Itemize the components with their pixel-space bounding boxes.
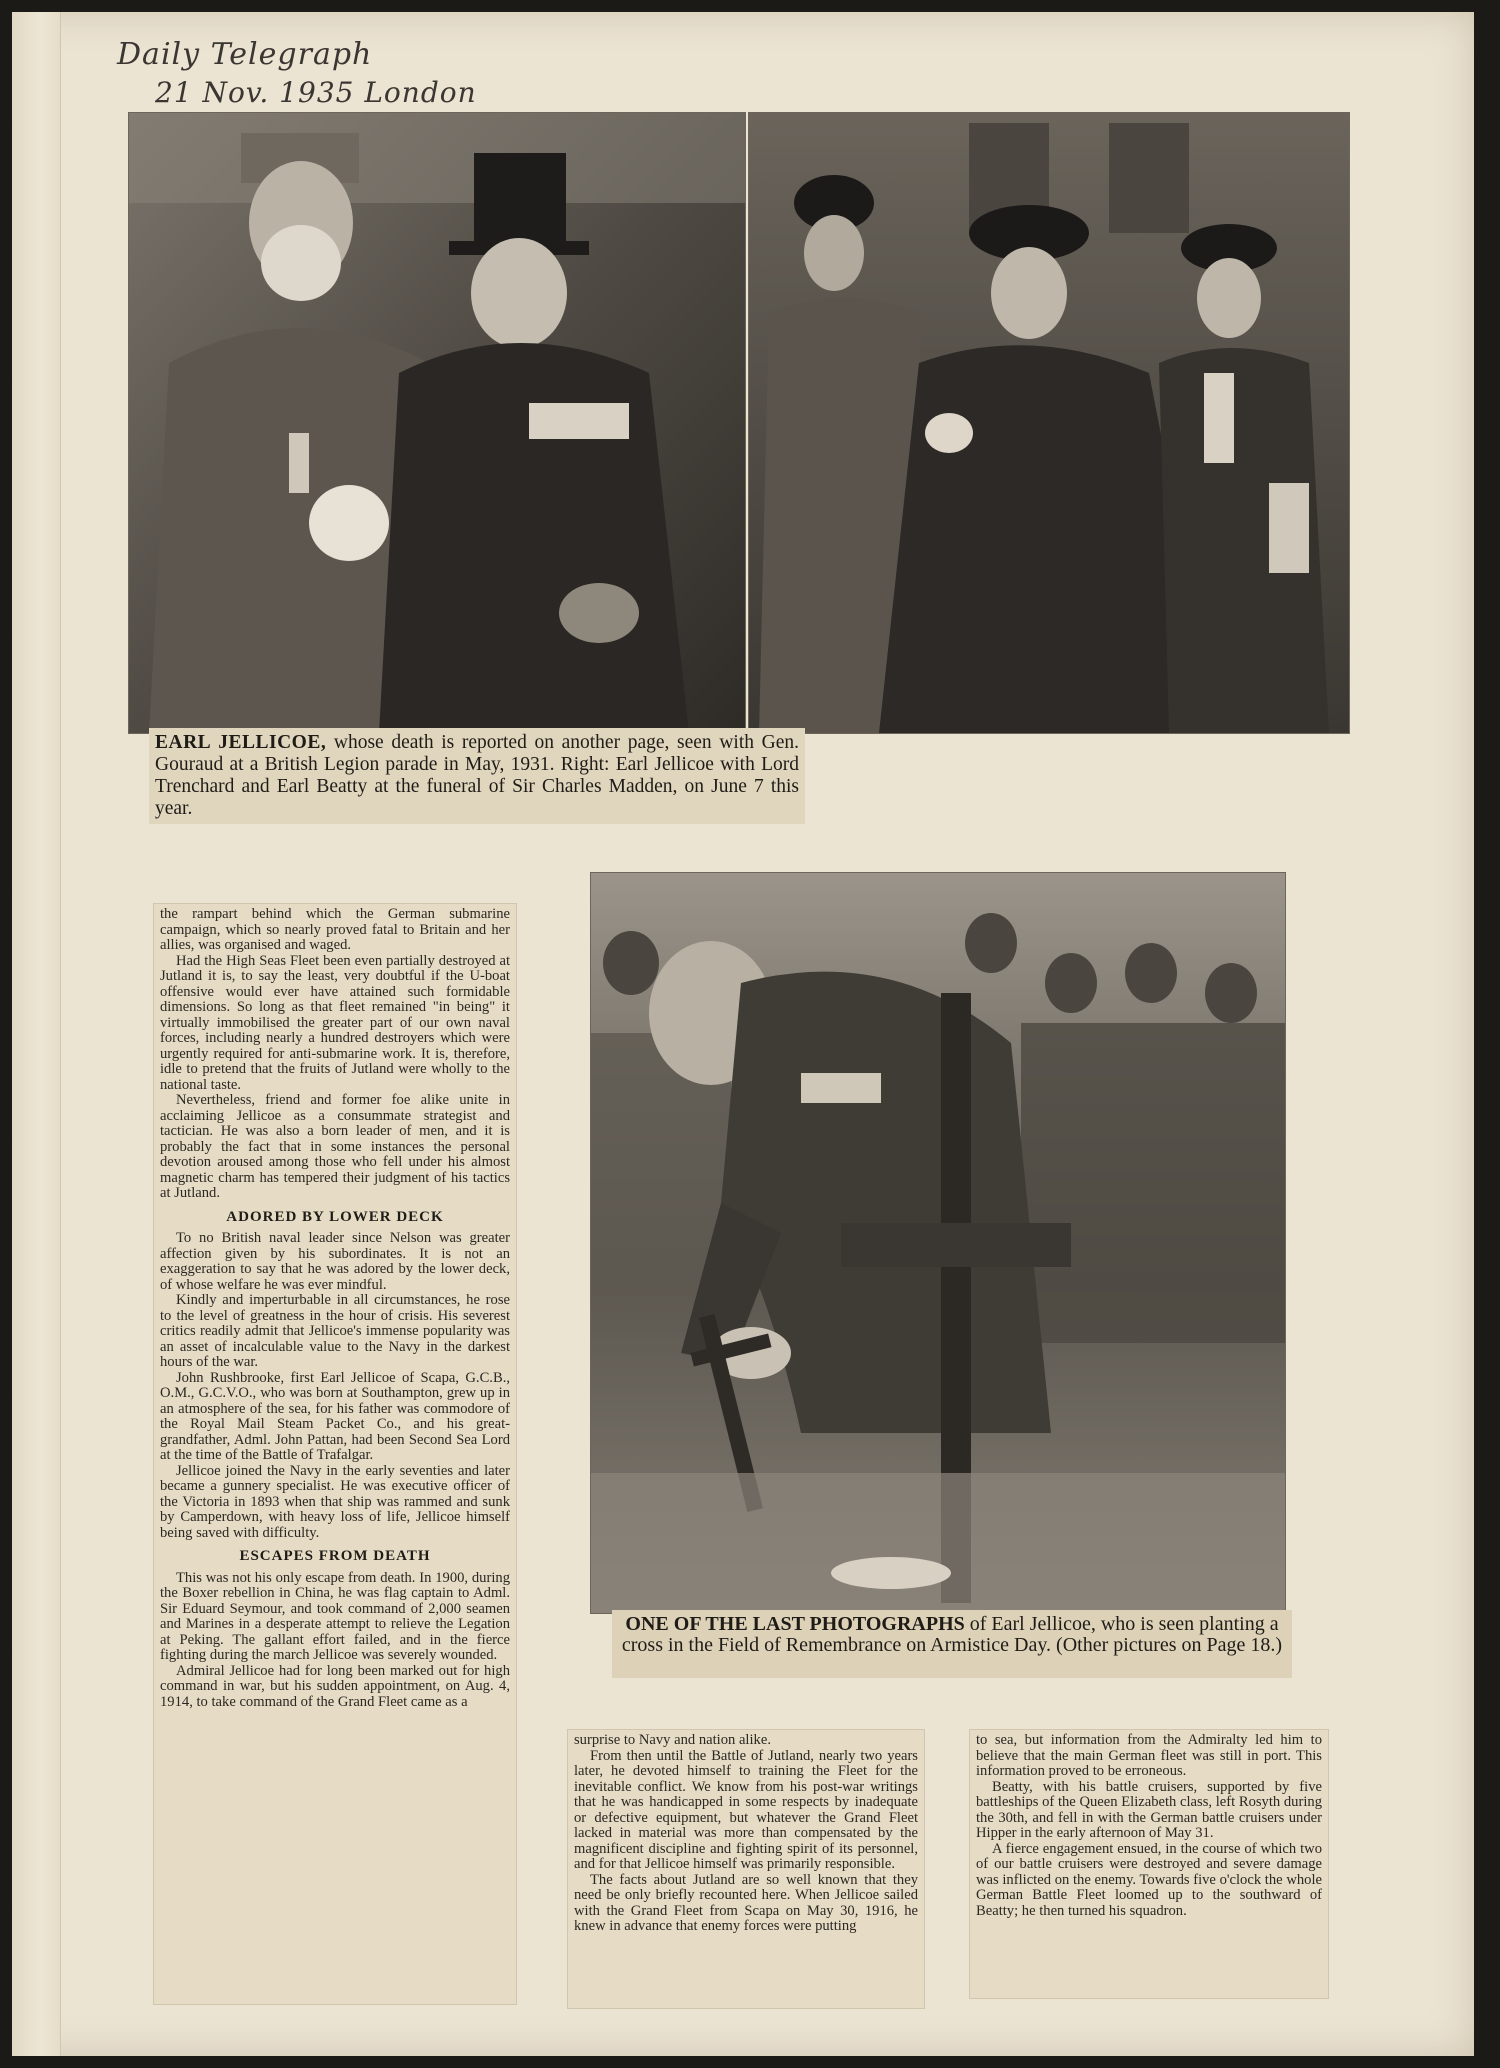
subheading-escapes-from-death: ESCAPES FROM DEATH xyxy=(239,1548,431,1564)
subheading-adored-by-lower-deck: ADORED BY LOWER DECK xyxy=(226,1208,444,1225)
article-paragraph: To no British naval leader since Nelson was greater affection given by his subordinates. It is not an exaggeration to say that he was adored by the lower deck, of whose welfare he was ever mindful. xyxy=(160,1230,510,1293)
top-caption-text: whose death is reported on another page, seen with Gen. Gouraud at a British Legion parade in May, 1931. Right: Earl Jellicoe with Lord Trenchard and Earl Beatty at the funeral of Sir Charles Madden, on June 7 this year. xyxy=(155,732,799,819)
article-paragraph: Beatty, with his battle cruisers, supported by five battleships of the Queen Elizabeth class, left Rosyth during the 30th, and fell in with the German battle cruisers under Hipper in the early afternoon of May 31. xyxy=(976,1778,1322,1841)
article-paragraph: Had the High Seas Fleet been even partially destroyed at Jutland it is, to say the least, very doubtful if the U-boat offensive would ever have attained such formidable dimensions. So long as that fleet remained "in being" it virtually immobilised the greater part of our own naval forces, including nearly a hundred destroyers which were urgently required for anti-submarine work. It is, therefore, idle to pretend that the fruits of Jutland were wholly to the national taste. xyxy=(160,952,510,1093)
handwritten-note-source: Daily Telegraph xyxy=(117,37,373,72)
handwritten-note xyxy=(117,36,477,112)
article-paragraph: From then until the Battle of Jutland, nearly two years later, he devoted himself to training the Fleet for the inevitable conflict. We know from his post-war writings that he was handicapped in some respects by inadequate or defective equipment, but whatever the Grand Fleet lacked in material was more than compensated by the magnificent discipline and fighting spirit of its personnel, and for that Jellicoe himself was primarily responsible. xyxy=(574,1747,918,1872)
article-paragraph: Jellicoe joined the Navy in the early seventies and later became a gunnery specialist. He was executive officer of the Victoria in 1893 when that ship was rammed and sunk by Camperdown, with heavy loss of life, Jellicoe himself being saved with difficulty. xyxy=(160,1462,510,1541)
article-paragraph: Nevertheless, friend and former foe alike unite in acclaiming Jellicoe as a consummate strategist and tactician. He was also a born leader of men, and it is probably the fact that in some instances the personal devotion aroused among those who fell under his almost magnetic charm has tempered their judgment of his tactics at Jutland. xyxy=(160,1092,510,1201)
handwritten-note-date: 21 Nov. 1935 London xyxy=(155,76,477,109)
bottom-photo-caption xyxy=(612,1610,1292,1678)
bottom-caption-text: of Earl Jellicoe, who is seen planting a cross in the Field of Remembrance on Armistice Day. (Other pictures on Page 18.) xyxy=(621,1613,1283,1656)
article-paragraph: Kindly and imperturbable in all circumstances, he rose to the level of greatness in the hour of crisis. His severest critics readily admit that Jellicoe's immense popularity was an asset of incalculable value to the Navy in the darkest hours of the war. xyxy=(160,1292,510,1370)
bottom-caption-lead: ONE OF THE LAST PHOTOGRAPHS xyxy=(625,1613,965,1635)
photo-jellicoe-gouraud xyxy=(128,112,746,734)
article-paragraph: to sea, but information from the Admiralty led him to believe that the main German fleet was still in port. This information proved to be erroneous. xyxy=(976,1732,1322,1779)
article-paragraph: Admiral Jellicoe had for long been marked out for high command in war, but his sudden appointment, on Aug. 4, 1914, to take command of the Grand Fleet came as a xyxy=(160,1662,510,1710)
article-paragraph: This was not his only escape from death. In 1900, during the Boxer rebellion in China, he was flag captain to Adml. Sir Eduard Seymour, and took command of 2,000 seamen and Marines in a desperate attempt to relieve the Legation at Peking. The gallant effort failed, and in the fierce fighting during the march Jellicoe was severely wounded. xyxy=(160,1569,510,1663)
article-column-middle xyxy=(568,1730,924,2008)
photo-jellicoe-planting-cross xyxy=(590,872,1286,1614)
article-paragraph: the rampart behind which the German submarine campaign, which so nearly proved fatal to Britain and her allies, was organised and waged. xyxy=(160,906,510,953)
article-paragraph: The facts about Jutland are so well known that they need be only briefly recounted here. When Jellicoe sailed with the Grand Fleet from Scapa on May 30, 1916, he knew in advance that enemy forces were putting xyxy=(574,1871,918,1934)
article-paragraph: A fierce engagement ensued, in the course of which two of our battle cruisers were destroyed and severe damage was inflicted on the enemy. Towards five o'clock the whole German Battle Fleet loomed up to the southward of Beatty; he then turned his squadron. xyxy=(976,1840,1322,1919)
top-caption-lead: EARL JELLICOE, xyxy=(155,732,327,753)
article-paragraph: John Rushbrooke, first Earl Jellicoe of Scapa, G.C.B., O.M., G.C.V.O., who was born at Southampton, grew up in an atmosphere of the sea, for his father was commodore of the Royal Mail Steam Packet Co., and his great-grandfather, Adml. John Pattan, had been Second Sea Lord at the time of the Battle of Trafalgar. xyxy=(160,1369,510,1463)
article-paragraph: surprise to Navy and nation alike. xyxy=(574,1732,771,1748)
photo-jellicoe-trenchard-beatty xyxy=(748,112,1350,734)
article-column-right xyxy=(970,1730,1328,1998)
top-photo-caption xyxy=(149,728,805,824)
article-column-left xyxy=(154,904,516,2004)
page-binding-strip xyxy=(12,12,61,2056)
scrapbook-page xyxy=(12,12,1474,2056)
